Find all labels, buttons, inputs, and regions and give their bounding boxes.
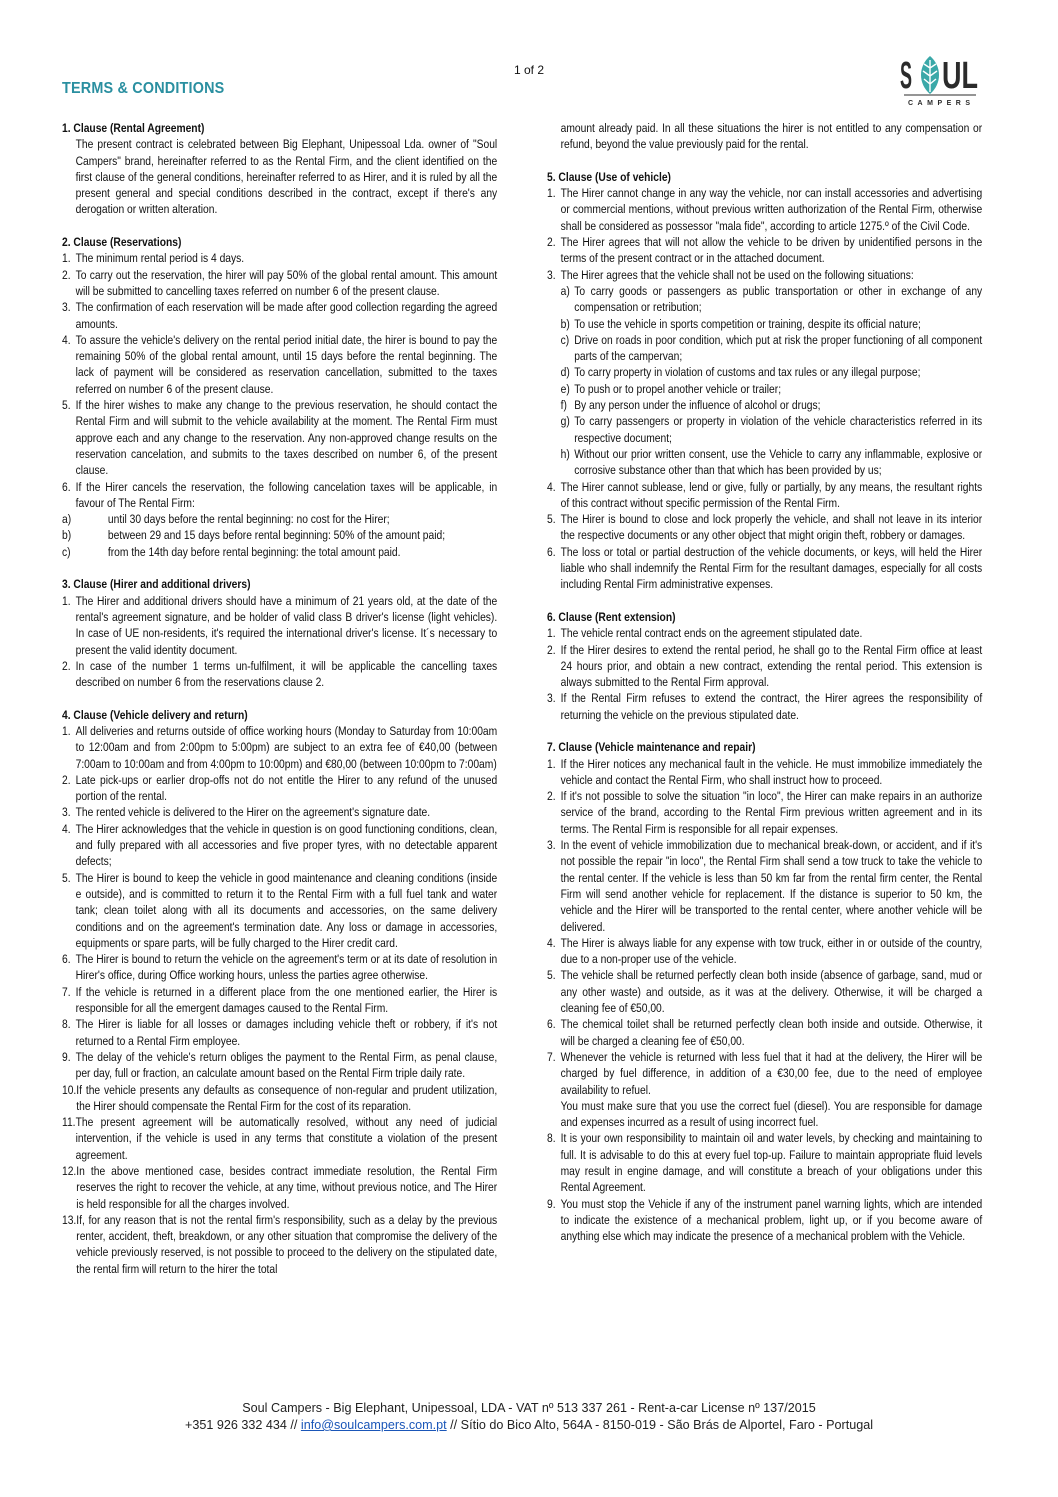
item-text: In case of the number 1 terms un-fulfilment, it will be applicable the cancelling taxes described on number 6 from the reservations clause 2. [75, 658, 498, 690]
list-item [62, 1163, 497, 1212]
item-number: 2. [547, 235, 556, 250]
list-item [547, 185, 982, 234]
item-number: 4. [547, 479, 556, 494]
item-number: 9. [62, 1049, 71, 1064]
item-text: If the Hirer cancels the reservation, the following cancelation taxes will be applicable, in favour of The Rental Firm: [75, 479, 498, 510]
sub-list-item [62, 527, 497, 543]
list-item [62, 593, 497, 658]
item-content [76, 723, 498, 772]
clause-section [62, 234, 497, 560]
sub-list [561, 283, 983, 479]
item-text: The Hirer is always liable for any expense with tow truck, either in or outside of the country, due to a non-proper use of the vehicle. [560, 935, 983, 967]
clause-heading: 4. Clause (Vehicle delivery and return) [62, 707, 248, 722]
item-text: You must stop the Vehicle if any of the instrument panel warning lights, which are intended to indicate the existence of a mechanical problem, light up, or if you become aware of anything else which may indicate the presence of a mechanical problem with the Vehicle. [560, 1196, 983, 1244]
list-item [62, 984, 497, 1017]
item-content [76, 1049, 498, 1082]
item-number: 2. [62, 267, 71, 282]
item-text: If the vehicle presents any defaults as consequence of non-regular and prudent utilization, the Hirer should compensate the Rental Firm for the cost of its reparation. [76, 1082, 498, 1113]
list-item [62, 267, 497, 300]
item-content [561, 935, 983, 968]
item-text: The Hirer and additional drivers should have a minimum of 21 years old, at the date of the rental's agreement signature, and be holder of valid class B driver's license (light vehicles). In case of UE non-residents, it's required the international driver's license. It´s necessary to present the valid identity document. [75, 593, 498, 657]
list-item [62, 397, 497, 478]
item-number: 1. [62, 593, 71, 608]
item-content [76, 772, 498, 805]
footer-email-link[interactable]: info@soulcampers.com.pt [300, 1418, 447, 1432]
item-extra-text: You must make sure that you use the correct fuel (diesel). You are responsible for damage and expenses incurred as a result of using incorrect fuel. [560, 1098, 983, 1130]
sub-item-text: Without our prior written consent, use the Vehicle to carry any inflammable, explosive or corrosive substance other than that which has been provided by us; [574, 446, 983, 478]
item-text: If the vehicle is returned in a different place from the one mentioned earlier, the Hirer is responsible for all the emergent damages caused to the Rental Firm. [75, 984, 498, 1016]
list-item [547, 967, 982, 1016]
item-text: The loss or total or partial destruction of the vehicle documents, or keys, will held the Hirer liable who shall indemnify the Rental Firm for the resultant damages, especially for all costs including Rental Firm administrative expenses. [560, 544, 983, 592]
item-content [76, 804, 498, 820]
footer [0, 1400, 1058, 1434]
item-text: The Hirer acknowledges that the vehicle in question is on good functioning conditions, clean, and fully prepared with all accessories and five proper tyres, with no detectable apparent defects; [75, 821, 498, 869]
item-content [76, 821, 498, 870]
item-text: If, for any reason that is not the rental firm's responsibility, such as a delay by the previous renter, accident, theft, breakdown, or any other situation that compromise the delivery of the vehicle previously reserved, is not possible to proceed to the delivery on the stipulated date, the rental firm will return to the hirer the total [76, 1212, 498, 1276]
list-item [62, 1212, 497, 1277]
item-number: 11. [62, 1115, 76, 1130]
page-number: 1 of 2 [513, 63, 545, 77]
clause-section [547, 609, 982, 723]
clause-section [62, 576, 497, 690]
item-text: To assure the vehicle's delivery on the rental period initial date, the hirer is bound to pay the remaining 50% of the global rental amount, until 15 days before the rental beginning. The lack of payment will be considered as reservation cancellation, submitted to the taxes referred on number 6 of the present clause. [75, 332, 498, 396]
list-item [547, 788, 982, 837]
clause-heading: 6. Clause (Rent extension) [547, 609, 676, 624]
list-item [62, 723, 497, 772]
item-content [76, 397, 498, 478]
sub-item-letter: b) [560, 316, 570, 331]
item-text: The delay of the vehicle's return obliges the payment to the Rental Firm, as penal clause, per day, full or fraction, an calculate amount based on the Rental Firm triple daily rate. [75, 1049, 498, 1081]
sub-item-letter: c) [62, 544, 71, 559]
item-text: If it's not possible to solve the situation "in loco", the Hirer can make repairs in an authorize service of the brand, according to the Rental Firm previous written agreement and in its terms. The Rental Firm is responsible for all repair expenses. [560, 789, 983, 836]
clause-heading: 7. Clause (Vehicle maintenance and repair) [547, 740, 756, 755]
item-text: The Hirer agrees that will not allow the vehicle to be driven by unidentified persons in the terms of the present contract or in the attached document. [560, 235, 983, 266]
list-item [547, 1049, 982, 1130]
item-number: 7. [62, 984, 71, 999]
item-content [76, 1163, 497, 1212]
item-content [561, 234, 983, 267]
item-number: 3. [547, 267, 556, 282]
item-content [561, 267, 983, 283]
list-item [62, 951, 497, 984]
list-item [62, 479, 497, 512]
item-text: If the hirer wishes to make any change to the previous reservation, he should contact the Rental Firm and will submit to the vehicle availability at the moment. The Rental Firm must approve each and any change to the reservation. Any non-approved change results on the reservation cancelation, and submits to the taxes described on number 6, of the present clause. [75, 398, 498, 478]
sub-list-item [561, 283, 983, 316]
item-content [76, 1114, 498, 1163]
item-content [76, 479, 498, 512]
item-content [76, 1212, 497, 1277]
item-number: 6. [62, 952, 71, 967]
item-number: 2. [62, 772, 71, 787]
item-content [76, 299, 498, 332]
item-content [561, 690, 983, 723]
list-item [62, 772, 497, 805]
clause-4-item-13-continuation: amount already paid. In all these situations the hirer is not entitled to any compensation or refund, beyond the value previously paid for the rental. [560, 121, 983, 152]
item-text: If the Hirer desires to extend the rental period, he shall go to the Rental Firm office at least 24 hours prior, and obtain a new contract, extending the rental period. This extension is always submitted to the Rental Firm approval. [560, 642, 983, 690]
item-content [76, 1082, 497, 1115]
sub-item-letter: d) [560, 365, 570, 380]
item-text: The confirmation of each reservation will be made after good collection regarding the agreed amounts. [75, 300, 498, 331]
clause-section [547, 169, 982, 593]
sub-list-item [62, 511, 497, 527]
item-content [76, 951, 498, 984]
item-text: If the Rental Firm refuses to extend the contract, the Hirer agrees the responsibility of returning the vehicle on the previous stipulated date. [560, 691, 983, 722]
sub-item-text: between 29 and 15 days before rental beginning: 50% of the amount paid; [107, 528, 446, 543]
page-title: TERMS & CONDITIONS [62, 80, 225, 97]
item-text: The Hirer is liable for all losses or damages including vehicle theft or robbery, if it's not returned to a Rental Firm employee. [75, 1017, 498, 1048]
sub-item-text: To use the vehicle in sports competition or training, despite its official nature; [574, 316, 921, 331]
item-number: 8. [62, 1017, 71, 1032]
list-item [547, 642, 982, 691]
list-item [62, 332, 497, 397]
clause-section [62, 707, 497, 1277]
sub-item-text: from the 14th day before rental beginning: the total amount paid. [107, 544, 401, 559]
item-number: 5. [547, 512, 556, 527]
item-text: If the Hirer notices any mechanical fault in the vehicle. He must immobilize immediately the vehicle and contact the Rental Firm, who shall instruct how to proceed. [560, 756, 983, 787]
svg-text:S: S [900, 55, 912, 97]
clause-heading: 5. Clause (Use of vehicle) [547, 169, 671, 184]
list-item [547, 267, 982, 283]
item-text: The Hirer cannot sublease, lend or give, fully or partially, by any means, the resultant rights of this contract without specific permission of the Rental Firm. [560, 479, 983, 510]
clause-heading: 3. Clause (Hirer and additional drivers) [62, 577, 251, 592]
sub-item-letter: b) [62, 528, 72, 543]
item-content [76, 332, 498, 397]
clause-heading: 2. Clause (Reservations) [62, 235, 182, 250]
item-text: The Hirer is bound to return the vehicle on the agreement's term or at its date of resolution in Hirer's office, during Office working hours, unless the parties agree otherwise. [75, 952, 498, 983]
item-content [76, 870, 498, 951]
item-number: 2. [547, 789, 556, 804]
item-text: The minimum rental period is 4 days. [75, 251, 245, 266]
item-number: 2. [547, 642, 556, 657]
item-number: 1. [62, 723, 71, 738]
left-column [62, 120, 497, 1293]
sub-item-text: To carry passengers or property in violation of the vehicle characteristics referred in its respective document; [574, 414, 983, 445]
list-item [62, 821, 497, 870]
sub-list-item [62, 544, 497, 560]
svg-text:CAMPERS: CAMPERS [908, 100, 970, 107]
list-item [62, 1114, 497, 1163]
sub-list-item [561, 397, 983, 413]
item-content [561, 756, 983, 789]
item-content [561, 1130, 983, 1195]
list-item [547, 1196, 982, 1245]
item-content [561, 1016, 983, 1049]
item-number: 13. [62, 1212, 77, 1227]
footer-address: // Sítio do Bico Alto, 564A - 8150-019 - São Brás de Alportel, Faro - Portugal [450, 1418, 874, 1432]
item-number: 4. [547, 935, 556, 950]
list-item [62, 299, 497, 332]
item-number: 3. [62, 300, 71, 315]
sub-list-item [561, 332, 983, 365]
item-number: 10. [62, 1082, 77, 1097]
list-item [62, 1082, 497, 1115]
item-content [561, 1196, 983, 1245]
list-item [547, 479, 982, 512]
soul-campers-logo [900, 52, 980, 108]
list-item [62, 1049, 497, 1082]
list-item [547, 625, 982, 641]
item-number: 1. [547, 186, 556, 201]
item-text: The Hirer agrees that the vehicle shall not be used on the following situations: [560, 267, 914, 282]
clause-paragraph: The present contract is celebrated between Big Elephant, Unipessoal Lda. owner of "Soul Campers" brand, hereinafter referred to as the Rental Firm, and the client identified on the first clause of the general conditions, hereinafter referred to as Hirer, and it is ruled by all the present general and special conditions described in the contract, except if there's any derogation or written alteration. [75, 137, 498, 217]
sub-item-letter: a) [62, 512, 72, 527]
item-number: 6. [547, 544, 556, 559]
item-number: 9. [547, 1196, 556, 1211]
item-content [561, 788, 983, 837]
item-number: 12. [62, 1164, 77, 1178]
list-item [547, 511, 982, 544]
item-content [76, 250, 498, 266]
item-number: 8. [547, 1131, 556, 1146]
item-number: 3. [547, 838, 556, 853]
footer-phone: +351 926 332 434 // [184, 1418, 298, 1432]
item-number: 2. [62, 658, 71, 673]
item-content [561, 185, 983, 234]
list-item [547, 1016, 982, 1049]
item-content [561, 1049, 983, 1130]
footer-contact-line [0, 1417, 1058, 1434]
clause-section [547, 739, 982, 1244]
sub-item-letter: e) [560, 381, 570, 396]
item-number: 4. [62, 332, 71, 347]
item-number: 5. [62, 398, 71, 413]
item-text: It is your own responsibility to maintain oil and water levels, by checking and maintaining to full. It is advisable to do this at every fuel top-up. Failure to maintain appropriate fluid levels may result in engine damage, and will constitute a breach of your obligations under this Rental Agreement. [560, 1131, 983, 1195]
sub-item-text: until 30 days before the rental beginning: no cost for the Hirer; [107, 512, 390, 527]
list-item [547, 544, 982, 593]
list-item [62, 1016, 497, 1049]
list-item [547, 690, 982, 723]
item-content [76, 1016, 498, 1049]
sub-item-text: To carry goods or passengers as public transportation or other in exchange of any compensation or retribution; [574, 283, 983, 315]
sub-item-letter: g) [560, 414, 570, 429]
item-text: Late pick-ups or earlier drop-offs not do not entitle the Hirer to any refund of the unused portion of the rental. [75, 772, 498, 804]
list-item [547, 756, 982, 789]
item-number: 3. [62, 805, 71, 820]
sub-list [62, 511, 497, 560]
item-text: The vehicle shall be returned perfectly clean both inside (absence of garbage, sand, mud or any other waste) and outside, as it was at the delivery. Otherwise, it will be charged a cleaning fee of €50,00. [560, 968, 983, 1016]
svg-text:UL: UL [942, 55, 978, 97]
item-content [561, 625, 983, 641]
item-content [561, 479, 983, 512]
list-item [62, 658, 497, 691]
item-content [561, 967, 983, 1016]
item-text: All deliveries and returns outside of office working hours (Monday to Saturday from 10:00am to 12:00am and from 2:00pm to 5:00pm) are subject to an extra fee of €40,00 (between 7:00am to 10:00am and from 4:00pm to 10:00pm) and €80,00 (between 10:00pm to 7:00am) [75, 723, 498, 771]
sub-item-letter: a) [560, 283, 570, 298]
list-item [62, 250, 497, 266]
item-number: 1. [547, 626, 556, 641]
item-text: The present agreement will be automatically resolved, without any need of judicial intervention, if the vehicle is used in any terms that constitute a violation of the present agreement. [75, 1115, 498, 1162]
footer-company-line: Soul Campers - Big Elephant, Unipessoal, LDA - VAT nº 513 337 261 - Rent-a-car License nº 137/2015 [242, 1401, 816, 1415]
item-content [561, 544, 983, 593]
sub-list-item [561, 446, 983, 479]
item-number: 6. [62, 479, 71, 494]
sub-item-text: By any person under the influence of alcohol or drugs; [574, 398, 821, 413]
item-text: The Hirer cannot change in any way the vehicle, nor can install accessories and advertising or commercial mentions, without previous written authorization of the Rental Firm, otherwise shall be considered as possessor "mala fide", according to article 1275.º of the Civil Code. [560, 186, 983, 233]
item-content [76, 593, 498, 658]
clause-section [62, 120, 497, 218]
item-number: 1. [547, 756, 556, 771]
item-content [561, 642, 983, 691]
item-number: 7. [547, 1049, 556, 1064]
clause-heading: 1. Clause (Rental Agreement) [62, 121, 205, 135]
sub-item-letter: h) [560, 446, 570, 461]
item-number: 5. [547, 968, 556, 983]
item-content [76, 658, 498, 691]
sub-list-item [561, 381, 983, 397]
right-column [547, 120, 982, 1261]
item-text: In the event of vehicle immobilization due to mechanical break-down, or accident, and if it's not possible the repair "in loco", the Rental Firm shall send a tow truck to take the vehicle to the rental center. If the vehicle is less than 50 km far from the rental firm center, the Rental Firm will send another vehicle for replacement. If the distance is superior to 50 km, the vehicle and the Hirer will be transported to the rental center, where another vehicle will be delivered. [560, 838, 983, 934]
item-content [76, 984, 498, 1017]
item-number: 5. [62, 870, 71, 885]
list-item [547, 234, 982, 267]
item-content [561, 511, 983, 544]
list-item [62, 804, 497, 820]
sub-item-text: To push or to propel another vehicle or trailer; [574, 381, 782, 396]
item-content [76, 267, 498, 300]
list-item [547, 837, 982, 935]
sub-list-item [561, 316, 983, 332]
item-content [561, 837, 983, 935]
item-text: Whenever the vehicle is returned with less fuel that it had at the delivery, the Hirer will be charged by fuel difference, in addition of a €30,00 fee, due to the need of employee availability to refuel. [560, 1049, 983, 1097]
item-text: The rented vehicle is delivered to the Hirer on the agreement's signature date. [75, 805, 431, 820]
item-text: To carry out the reservation, the hirer will pay 50% of the global rental amount. This amount will be submitted to cancelling taxes referred on number 6 of the present clause. [75, 267, 498, 298]
item-text: In the above mentioned case, besides contract immediate resolution, the Rental Firm reserves the right to recover the vehicle, at any time, without previous notice, and The Hirer is held responsible for all the charges involved. [76, 1164, 498, 1211]
sub-item-letter: f) [560, 398, 567, 413]
item-text: The chemical toilet shall be returned perfectly clean both inside and outside. Otherwise, it will be charged a cleaning fee of €50,00. [560, 1017, 983, 1048]
sub-list-item [561, 364, 983, 380]
item-text: The Hirer is bound to close and lock properly the vehicle, and shall not leave in its interior the respective documents or any other object that might origin theft, robbery or damages. [560, 512, 983, 543]
item-text: The Hirer is bound to keep the vehicle in good maintenance and cleaning conditions (inside e outside), and is committed to return it to the Rental Firm with a full fuel tank and water tank; clean toilet along with all its documents and accessories, on the same delivery conditions and on the agreement's termination date. Any loss or damage in accessories, equipments or spare parts, will be fully charged to the Hirer credit card. [75, 870, 498, 950]
list-item [547, 935, 982, 968]
item-number: 4. [62, 821, 71, 836]
list-item [62, 870, 497, 951]
item-text: The vehicle rental contract ends on the agreement stipulated date. [560, 626, 863, 641]
sub-list-item [561, 413, 983, 446]
sub-item-text: To carry property in violation of customs and tax rules or any illegal purpose; [574, 365, 921, 380]
item-number: 1. [62, 251, 71, 266]
item-number: 3. [547, 691, 556, 706]
sub-item-text: Drive on roads in poor condition, which put at risk the proper functioning of all component parts of the campervan; [574, 332, 983, 364]
sub-item-letter: c) [560, 332, 570, 347]
list-item [547, 1130, 982, 1195]
item-number: 6. [547, 1017, 556, 1032]
